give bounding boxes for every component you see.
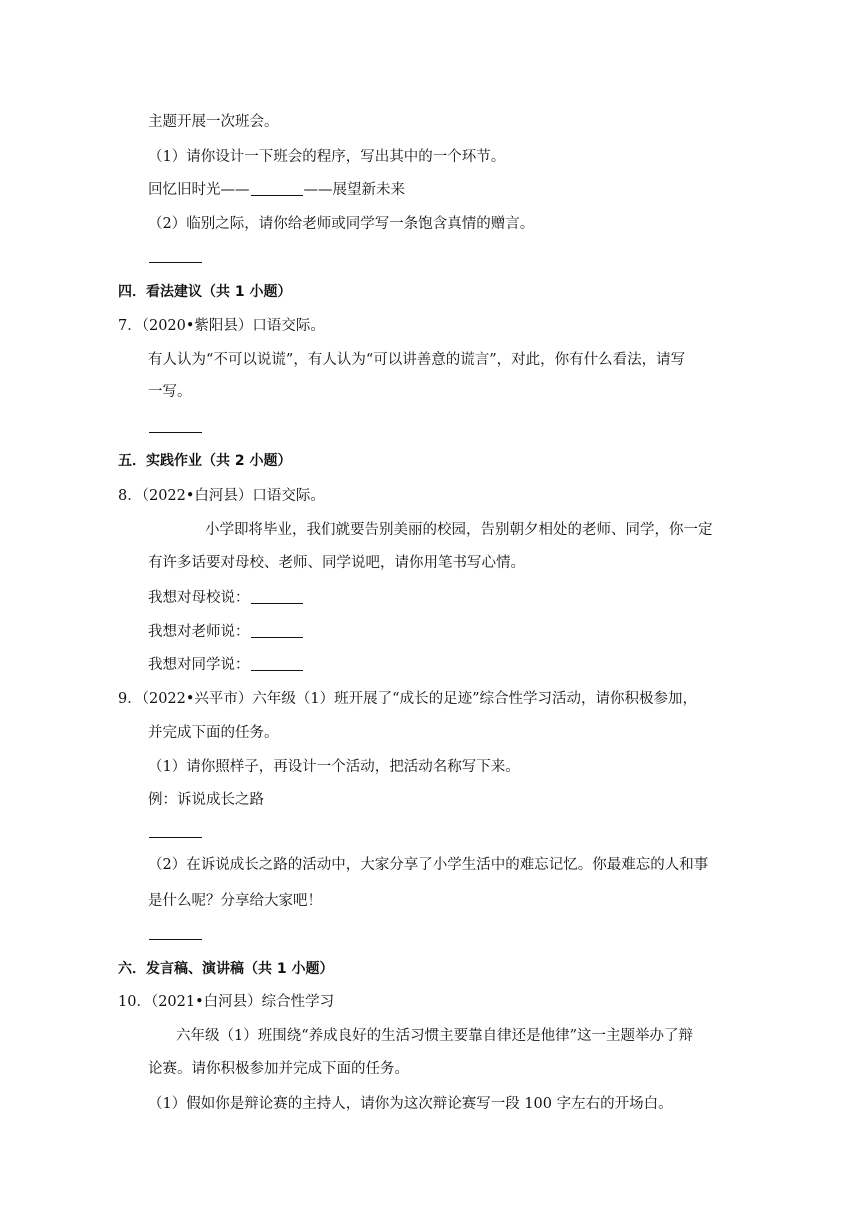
q8-answer-school	[148, 588, 304, 608]
answer-blank[interactable]	[149, 262, 202, 263]
answer-blank[interactable]	[251, 656, 303, 671]
q6-part2: （2）临别之际，请你给老师或同学写一条饱含真情的赠言。	[148, 216, 535, 232]
answer-blank[interactable]	[149, 432, 202, 433]
answer-blank[interactable]	[149, 837, 202, 838]
q9-text-line: 是什么呢？分享给大家吧！	[148, 893, 322, 909]
q8-heading: 8．（2022•白河县）口语交际。	[118, 488, 325, 504]
q10-text-line: 六年级（1）班围绕“养成良好的生活习惯主要靠自律还是他律”这一主题举办了辩	[176, 1028, 694, 1044]
q6-text-line: 主题开展一次班会。	[148, 114, 279, 130]
q8-text-line: 有许多话要对母校、老师、同学说吧，请你用笔书写心情。	[148, 555, 525, 571]
q8-text-line: 小学即将毕业，我们就要告别美丽的校园，告别朝夕相处的老师、同学，你一定	[205, 522, 713, 538]
q7-text-line: 有人认为“不可以说谎”，有人认为“可以讲善意的谎言”，对此，你有什么看法，请写	[148, 352, 686, 368]
q8-prompt-classmate: 我想对同学说：	[148, 657, 250, 673]
q9-text-line: 并完成下面的任务。	[148, 725, 279, 741]
program-end: ——展望新未来	[303, 182, 405, 198]
program-start: 回忆旧时光——	[148, 182, 250, 198]
answer-blank[interactable]	[251, 589, 303, 604]
q9-example: 例：诉说成长之路	[148, 792, 264, 808]
q7-heading: 7．（2020•紫阳县）口语交际。	[118, 318, 325, 334]
q9-heading: 9．（2022•兴平市）六年级（1）班开展了“成长的足迹”综合性学习活动，请你积极参加，	[118, 691, 697, 707]
q6-program-line	[148, 180, 405, 200]
section-4-heading: 四．看法建议（共 1 小题）	[118, 284, 292, 300]
answer-blank[interactable]	[251, 181, 303, 196]
q6-part1: （1）请你设计一下班会的程序，写出其中的一个环节。	[148, 149, 506, 165]
q9-part2: （2）在诉说成长之路的活动中，大家分享了小学生活中的难忘记忆。你最难忘的人和事	[148, 857, 709, 873]
q7-text-line: 一写。	[148, 384, 192, 400]
q8-prompt-teacher: 我想对老师说：	[148, 624, 250, 640]
q8-prompt-school: 我想对母校说：	[148, 590, 250, 606]
q10-part1: （1）假如你是辩论赛的主持人，请你为这次辩论赛写一段 100 字左右的开场白。	[148, 1096, 673, 1112]
answer-blank[interactable]	[251, 623, 303, 638]
section-6-heading: 六．发言稿、演讲稿（共 1 小题）	[118, 961, 334, 977]
q10-heading: 10．（2021•白河县）综合性学习	[118, 994, 335, 1010]
q8-answer-teacher	[148, 622, 304, 642]
q10-text-line: 论赛。请你积极参加并完成下面的任务。	[148, 1061, 409, 1077]
q9-part1: （1）请你照样子，再设计一个活动，把活动名称写下来。	[148, 759, 520, 775]
section-5-heading: 五．实践作业（共 2 小题）	[118, 453, 292, 469]
answer-blank[interactable]	[149, 939, 202, 940]
q8-answer-classmate	[148, 655, 304, 675]
